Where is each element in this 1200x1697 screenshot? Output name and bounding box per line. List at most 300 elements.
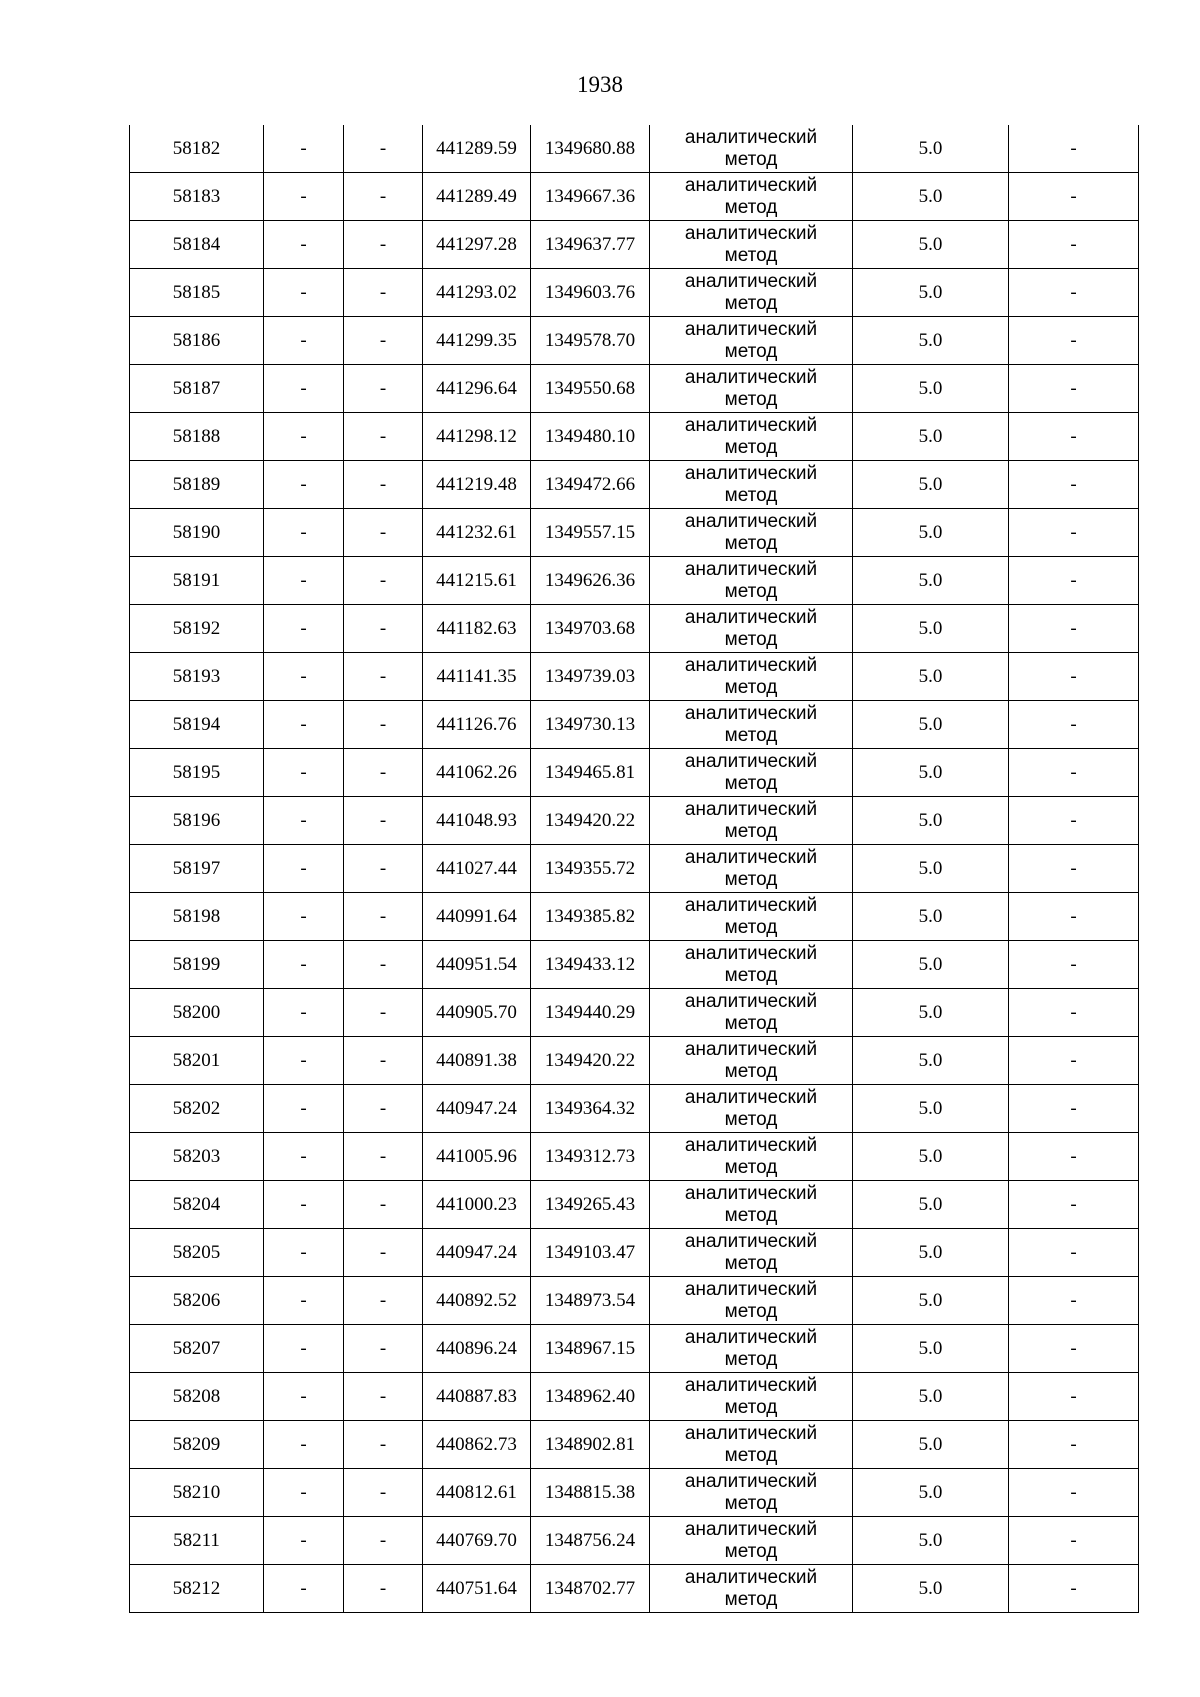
x-coordinate-cell: 440751.64 [423,1565,531,1613]
point-number-cell: 58193 [130,653,264,701]
note-cell: - [1009,1181,1139,1229]
point-number-cell: 58198 [130,893,264,941]
method-text: метод [724,1060,778,1082]
precision-cell: 5.0 [853,749,1009,797]
point-number-cell: 58185 [130,269,264,317]
method-text: аналитический [684,1278,818,1300]
point-number-cell: 58190 [130,509,264,557]
x-coordinate-cell: 440951.54 [423,941,531,989]
method-cell [650,557,853,605]
method-text: метод [724,1012,778,1034]
method-text: метод [724,1156,778,1178]
x-coordinate-cell: 440769.70 [423,1517,531,1565]
dash-cell: - [264,1325,344,1373]
x-coordinate-cell: 441126.76 [423,701,531,749]
method-text: аналитический [684,1230,818,1252]
note-cell: - [1009,557,1139,605]
note-cell: - [1009,749,1139,797]
table-row [130,1421,1139,1469]
x-coordinate-cell: 440896.24 [423,1325,531,1373]
dash-cell: - [344,653,423,701]
dash-cell: - [264,1517,344,1565]
method-text: метод [724,292,778,314]
note-cell: - [1009,509,1139,557]
y-coordinate-cell: 1349637.77 [531,221,650,269]
dash-cell: - [344,365,423,413]
point-number-cell: 58188 [130,413,264,461]
y-coordinate-cell: 1348815.38 [531,1469,650,1517]
x-coordinate-cell: 441232.61 [423,509,531,557]
note-cell: - [1009,797,1139,845]
precision-cell: 5.0 [853,317,1009,365]
note-cell: - [1009,605,1139,653]
method-text: аналитический [684,750,818,772]
note-cell: - [1009,125,1139,173]
y-coordinate-cell: 1348973.54 [531,1277,650,1325]
dash-cell: - [264,1085,344,1133]
table-body [130,125,1139,1613]
method-cell [650,125,853,173]
method-text: метод [724,964,778,986]
y-coordinate-cell: 1349433.12 [531,941,650,989]
point-number-cell: 58196 [130,797,264,845]
precision-cell: 5.0 [853,1325,1009,1373]
precision-cell: 5.0 [853,1181,1009,1229]
dash-cell: - [344,1469,423,1517]
dash-cell: - [344,125,423,173]
page-number: 1938 [577,72,623,97]
point-number-cell: 58184 [130,221,264,269]
dash-cell: - [344,701,423,749]
method-text: аналитический [684,1422,818,1444]
method-cell [650,893,853,941]
table-row [130,461,1139,509]
dash-cell: - [344,509,423,557]
precision-cell: 5.0 [853,893,1009,941]
x-coordinate-cell: 441219.48 [423,461,531,509]
method-text: метод [724,628,778,650]
dash-cell: - [264,1277,344,1325]
method-text: аналитический [684,318,818,340]
precision-cell: 5.0 [853,365,1009,413]
dash-cell: - [344,1037,423,1085]
method-text: аналитический [684,1134,818,1156]
dash-cell: - [344,1133,423,1181]
method-text: метод [724,1348,778,1370]
table-row [130,1325,1139,1373]
table-row [130,221,1139,269]
note-cell: - [1009,413,1139,461]
dash-cell: - [344,317,423,365]
precision-cell: 5.0 [853,845,1009,893]
method-cell [650,413,853,461]
point-number-cell: 58212 [130,1565,264,1613]
x-coordinate-cell: 441298.12 [423,413,531,461]
note-cell: - [1009,1565,1139,1613]
point-number-cell: 58204 [130,1181,264,1229]
y-coordinate-cell: 1348967.15 [531,1325,650,1373]
table-row [130,797,1139,845]
x-coordinate-cell: 441299.35 [423,317,531,365]
dash-cell: - [264,701,344,749]
precision-cell: 5.0 [853,173,1009,221]
note-cell: - [1009,989,1139,1037]
y-coordinate-cell: 1349440.29 [531,989,650,1037]
note-cell: - [1009,461,1139,509]
dash-cell: - [264,1421,344,1469]
method-cell [650,797,853,845]
method-cell [650,461,853,509]
dash-cell: - [264,509,344,557]
precision-cell: 5.0 [853,1085,1009,1133]
table-row [130,1373,1139,1421]
dash-cell: - [344,1181,423,1229]
x-coordinate-cell: 441289.59 [423,125,531,173]
method-text: аналитический [684,1182,818,1204]
x-coordinate-cell: 440947.24 [423,1085,531,1133]
method-text: метод [724,1588,778,1610]
method-text: метод [724,148,778,170]
point-number-cell: 58195 [130,749,264,797]
table-row [130,557,1139,605]
note-cell: - [1009,365,1139,413]
dash-cell: - [264,1133,344,1181]
point-number-cell: 58207 [130,1325,264,1373]
dash-cell: - [264,797,344,845]
point-number-cell: 58191 [130,557,264,605]
dash-cell: - [264,125,344,173]
point-number-cell: 58211 [130,1517,264,1565]
precision-cell: 5.0 [853,1037,1009,1085]
method-cell [650,749,853,797]
dash-cell: - [264,845,344,893]
method-cell [650,1421,853,1469]
point-number-cell: 58183 [130,173,264,221]
table-row [130,413,1139,461]
note-cell: - [1009,941,1139,989]
y-coordinate-cell: 1348962.40 [531,1373,650,1421]
note-cell: - [1009,1229,1139,1277]
note-cell: - [1009,1133,1139,1181]
method-text: аналитический [684,558,818,580]
x-coordinate-cell: 440887.83 [423,1373,531,1421]
x-coordinate-cell: 441215.61 [423,557,531,605]
method-text: метод [724,1444,778,1466]
precision-cell: 5.0 [853,461,1009,509]
dash-cell: - [264,989,344,1037]
dash-cell: - [264,413,344,461]
table-row [130,173,1139,221]
dash-cell: - [344,221,423,269]
method-text: аналитический [684,702,818,724]
method-text: метод [724,1540,778,1562]
method-text: аналитический [684,654,818,676]
dash-cell: - [264,653,344,701]
table-row [130,893,1139,941]
method-text: аналитический [684,606,818,628]
table-row [130,701,1139,749]
method-text: метод [724,1108,778,1130]
y-coordinate-cell: 1349578.70 [531,317,650,365]
y-coordinate-cell: 1349364.32 [531,1085,650,1133]
point-number-cell: 58187 [130,365,264,413]
y-coordinate-cell: 1348756.24 [531,1517,650,1565]
x-coordinate-cell: 440892.52 [423,1277,531,1325]
method-text: метод [724,1396,778,1418]
table-row [130,653,1139,701]
y-coordinate-cell: 1349680.88 [531,125,650,173]
note-cell: - [1009,1325,1139,1373]
table-row [130,941,1139,989]
y-coordinate-cell: 1349472.66 [531,461,650,509]
method-text: аналитический [684,1374,818,1396]
dash-cell: - [264,941,344,989]
dash-cell: - [264,221,344,269]
x-coordinate-cell: 440991.64 [423,893,531,941]
precision-cell: 5.0 [853,797,1009,845]
dash-cell: - [264,1037,344,1085]
method-text: аналитический [684,846,818,868]
dash-cell: - [344,797,423,845]
precision-cell: 5.0 [853,941,1009,989]
table-row [130,1229,1139,1277]
point-number-cell: 58203 [130,1133,264,1181]
method-cell [650,845,853,893]
dash-cell: - [264,173,344,221]
y-coordinate-cell: 1349465.81 [531,749,650,797]
point-number-cell: 58206 [130,1277,264,1325]
table-row [130,989,1139,1037]
method-text: метод [724,340,778,362]
dash-cell: - [344,557,423,605]
method-text: аналитический [684,798,818,820]
x-coordinate-cell: 441182.63 [423,605,531,653]
dash-cell: - [264,557,344,605]
y-coordinate-cell: 1349703.68 [531,605,650,653]
method-text: метод [724,580,778,602]
method-text: аналитический [684,222,818,244]
dash-cell: - [344,989,423,1037]
dash-cell: - [344,1373,423,1421]
method-cell [650,1229,853,1277]
method-cell [650,1565,853,1613]
y-coordinate-cell: 1349667.36 [531,173,650,221]
point-number-cell: 58210 [130,1469,264,1517]
method-text: аналитический [684,126,818,148]
method-text: аналитический [684,414,818,436]
table-row [130,1181,1139,1229]
method-text: метод [724,196,778,218]
precision-cell: 5.0 [853,221,1009,269]
dash-cell: - [264,1469,344,1517]
method-text: метод [724,916,778,938]
method-text: аналитический [684,1038,818,1060]
method-text: метод [724,1492,778,1514]
precision-cell: 5.0 [853,1373,1009,1421]
method-text: аналитический [684,174,818,196]
coordinates-table [129,125,1139,1613]
table-row [130,1085,1139,1133]
method-text: аналитический [684,366,818,388]
method-text: метод [724,532,778,554]
table-row [130,1277,1139,1325]
precision-cell: 5.0 [853,701,1009,749]
note-cell: - [1009,221,1139,269]
point-number-cell: 58199 [130,941,264,989]
dash-cell: - [264,1373,344,1421]
x-coordinate-cell: 440862.73 [423,1421,531,1469]
method-text: метод [724,388,778,410]
y-coordinate-cell: 1349420.22 [531,797,650,845]
method-text: аналитический [684,1326,818,1348]
table-row [130,845,1139,893]
dash-cell: - [344,845,423,893]
dash-cell: - [344,1229,423,1277]
dash-cell: - [344,269,423,317]
dash-cell: - [264,461,344,509]
method-text: метод [724,1252,778,1274]
method-cell [650,1133,853,1181]
point-number-cell: 58182 [130,125,264,173]
method-text: аналитический [684,462,818,484]
table-row [130,365,1139,413]
method-cell [650,653,853,701]
point-number-cell: 58202 [130,1085,264,1133]
x-coordinate-cell: 440812.61 [423,1469,531,1517]
method-text: аналитический [684,270,818,292]
note-cell: - [1009,1469,1139,1517]
precision-cell: 5.0 [853,1229,1009,1277]
precision-cell: 5.0 [853,125,1009,173]
precision-cell: 5.0 [853,1565,1009,1613]
note-cell: - [1009,1037,1139,1085]
note-cell: - [1009,701,1139,749]
method-text: метод [724,772,778,794]
dash-cell: - [344,1085,423,1133]
precision-cell: 5.0 [853,1517,1009,1565]
method-cell [650,1517,853,1565]
table-row [130,1565,1139,1613]
table-row [130,269,1139,317]
precision-cell: 5.0 [853,509,1009,557]
x-coordinate-cell: 441048.93 [423,797,531,845]
table-row [130,749,1139,797]
table-row [130,1517,1139,1565]
dash-cell: - [344,1325,423,1373]
dash-cell: - [264,893,344,941]
method-cell [650,701,853,749]
x-coordinate-cell: 441005.96 [423,1133,531,1181]
method-cell [650,317,853,365]
y-coordinate-cell: 1349355.72 [531,845,650,893]
dash-cell: - [344,461,423,509]
method-text: аналитический [684,1086,818,1108]
method-text: метод [724,676,778,698]
note-cell: - [1009,845,1139,893]
point-number-cell: 58205 [130,1229,264,1277]
method-cell [650,605,853,653]
method-cell [650,1037,853,1085]
dash-cell: - [264,317,344,365]
method-cell [650,509,853,557]
method-cell [650,221,853,269]
table-row [130,509,1139,557]
method-cell [650,1373,853,1421]
y-coordinate-cell: 1348902.81 [531,1421,650,1469]
precision-cell: 5.0 [853,605,1009,653]
method-text: аналитический [684,1566,818,1588]
dash-cell: - [344,605,423,653]
method-text: аналитический [684,510,818,532]
x-coordinate-cell: 441027.44 [423,845,531,893]
y-coordinate-cell: 1348702.77 [531,1565,650,1613]
method-text: аналитический [684,942,818,964]
note-cell: - [1009,1373,1139,1421]
method-text: метод [724,724,778,746]
method-cell [650,1085,853,1133]
method-cell [650,1469,853,1517]
y-coordinate-cell: 1349626.36 [531,557,650,605]
method-text: метод [724,1300,778,1322]
table-row [130,317,1139,365]
point-number-cell: 58200 [130,989,264,1037]
point-number-cell: 58194 [130,701,264,749]
dash-cell: - [344,1421,423,1469]
dash-cell: - [344,173,423,221]
y-coordinate-cell: 1349265.43 [531,1181,650,1229]
dash-cell: - [344,749,423,797]
point-number-cell: 58186 [130,317,264,365]
dash-cell: - [264,1229,344,1277]
table-row [130,605,1139,653]
method-text: метод [724,868,778,890]
precision-cell: 5.0 [853,1277,1009,1325]
note-cell: - [1009,1085,1139,1133]
method-text: аналитический [684,1470,818,1492]
precision-cell: 5.0 [853,653,1009,701]
y-coordinate-cell: 1349385.82 [531,893,650,941]
note-cell: - [1009,317,1139,365]
point-number-cell: 58209 [130,1421,264,1469]
precision-cell: 5.0 [853,1133,1009,1181]
x-coordinate-cell: 440905.70 [423,989,531,1037]
precision-cell: 5.0 [853,1469,1009,1517]
table-row [130,1037,1139,1085]
point-number-cell: 58189 [130,461,264,509]
y-coordinate-cell: 1349739.03 [531,653,650,701]
note-cell: - [1009,653,1139,701]
y-coordinate-cell: 1349480.10 [531,413,650,461]
method-cell [650,269,853,317]
method-text: аналитический [684,990,818,1012]
method-text: аналитический [684,1518,818,1540]
y-coordinate-cell: 1349550.68 [531,365,650,413]
x-coordinate-cell: 440947.24 [423,1229,531,1277]
x-coordinate-cell: 441289.49 [423,173,531,221]
dash-cell: - [344,413,423,461]
method-cell [650,1325,853,1373]
method-cell [650,1277,853,1325]
table-row [130,1469,1139,1517]
x-coordinate-cell: 441062.26 [423,749,531,797]
dash-cell: - [264,365,344,413]
note-cell: - [1009,1421,1139,1469]
y-coordinate-cell: 1349730.13 [531,701,650,749]
method-cell [650,1181,853,1229]
dash-cell: - [344,893,423,941]
dash-cell: - [264,1565,344,1613]
point-number-cell: 58192 [130,605,264,653]
